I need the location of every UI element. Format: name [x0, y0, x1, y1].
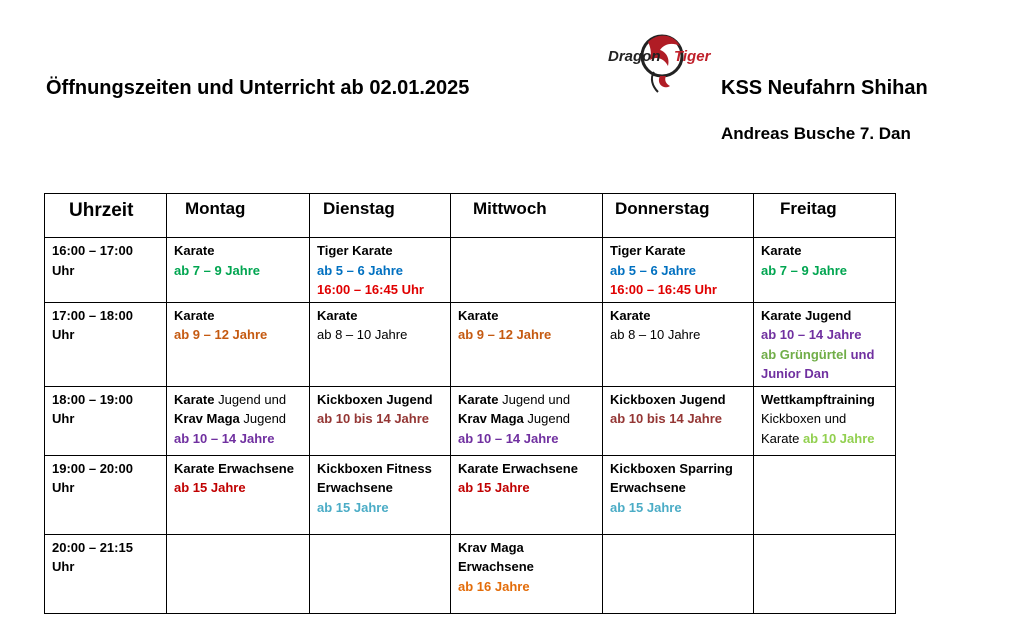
- time-cell: 20:00 – 21:15 Uhr: [45, 534, 167, 613]
- instructor-name: Andreas Busche 7. Dan: [721, 124, 911, 143]
- table-header-row: [45, 194, 896, 238]
- table-row: [45, 534, 896, 613]
- class-cell: Karate Jugend und Krav Maga Jugend ab 10 – 14 Jahre: [451, 386, 603, 455]
- time-cell: 18:00 – 19:00 Uhr: [45, 386, 167, 455]
- class-cell: Karate Erwachsene ab 15 Jahre: [167, 455, 310, 534]
- class-cell: [451, 238, 603, 303]
- header-thursday: Donnerstag: [603, 194, 754, 238]
- class-cell: Karate Jugend und Krav Maga Jugend ab 10 – 14 Jahre: [167, 386, 310, 455]
- logo-dragon-text: Dragon: [608, 48, 661, 65]
- class-cell: Karate ab 9 – 12 Jahre: [451, 302, 603, 386]
- header-wednesday: Mittwoch: [451, 194, 603, 238]
- class-cell: Karate ab 9 – 12 Jahre: [167, 302, 310, 386]
- class-cell: Kickboxen Jugend ab 10 bis 14 Jahre: [310, 386, 451, 455]
- class-cell: Kickboxen Jugend ab 10 bis 14 Jahre: [603, 386, 754, 455]
- page-title: Öffnungszeiten und Unterricht ab 02.01.2025: [46, 77, 470, 99]
- class-cell: Krav Maga Erwachsene ab 16 Jahre: [451, 534, 603, 613]
- class-cell: [754, 534, 896, 613]
- class-cell: [754, 455, 896, 534]
- header-monday: Montag: [167, 194, 310, 238]
- class-cell: Karate ab 8 – 10 Jahre: [310, 302, 451, 386]
- class-cell: Karate ab 7 – 9 Jahre: [754, 238, 896, 303]
- time-cell: 19:00 – 20:00 Uhr: [45, 455, 167, 534]
- header-time: Uhrzeit: [45, 194, 167, 238]
- class-cell: Kickboxen Fitness Erwachsene ab 15 Jahre: [310, 455, 451, 534]
- class-cell: Tiger Karate ab 5 – 6 Jahre 16:00 – 16:45 Uhr: [603, 238, 754, 303]
- logo-tiger-text: Tiger: [674, 48, 711, 65]
- table-row: [45, 386, 896, 455]
- class-cell: Wettkampftraining Kickboxen und Karate ab 10 Jahre: [754, 386, 896, 455]
- table-row: [45, 455, 896, 534]
- class-cell: [310, 534, 451, 613]
- class-cell: Tiger Karate ab 5 – 6 Jahre 16:00 – 16:45 Uhr: [310, 238, 451, 303]
- class-cell: Karate ab 8 – 10 Jahre: [603, 302, 754, 386]
- class-cell: [603, 534, 754, 613]
- class-cell: Karate Jugend ab 10 – 14 Jahre ab Grüngürtel und Junior Dan: [754, 302, 896, 386]
- table-row: [45, 302, 896, 386]
- dragon-tiger-logo: [600, 28, 725, 98]
- class-cell: Karate ab 7 – 9 Jahre: [167, 238, 310, 303]
- class-cell: Karate Erwachsene ab 15 Jahre: [451, 455, 603, 534]
- schedule-table: [44, 193, 896, 614]
- table-row: [45, 238, 896, 303]
- time-cell: 16:00 – 17:00 Uhr: [45, 238, 167, 303]
- time-cell: 17:00 – 18:00 Uhr: [45, 302, 167, 386]
- header-tuesday: Dienstag: [310, 194, 451, 238]
- class-cell: [167, 534, 310, 613]
- class-cell: Kickboxen Sparring Erwachsene ab 15 Jahre: [603, 455, 754, 534]
- organization-name: KSS Neufahrn Shihan: [721, 77, 928, 99]
- header-friday: Freitag: [754, 194, 896, 238]
